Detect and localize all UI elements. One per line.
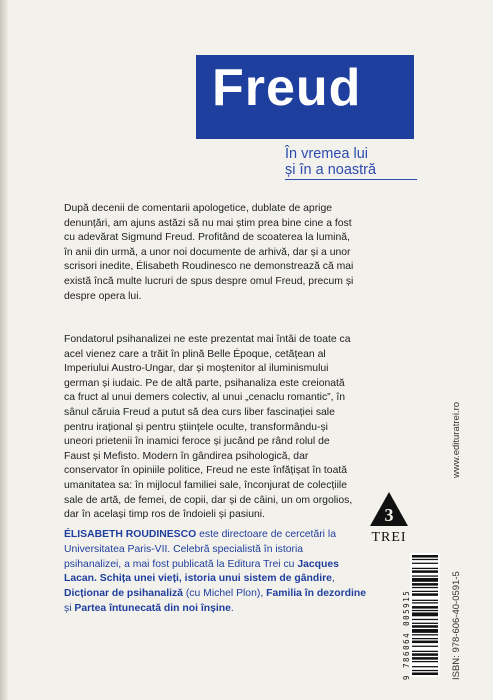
bio-text: , (331, 573, 335, 585)
barcode-bar (412, 666, 438, 667)
bio-text: (cu Michel Plon), (182, 588, 267, 600)
bio-text: și (64, 602, 75, 614)
barcode-bar (412, 646, 438, 647)
text-line: despre opera lui. (64, 290, 142, 302)
author-name: ÉLISABETH ROUDINESCO (64, 529, 197, 540)
barcode-bar (412, 583, 438, 586)
text-line: sale de artă, de femei, de copii, dar și de câini, un om orgolios, (64, 494, 353, 506)
book-reference: Familia în dezordine (266, 588, 366, 600)
barcode-bar (412, 578, 438, 582)
barcode-bar (412, 606, 438, 609)
barcode-bar (412, 657, 438, 660)
barcode-bar (412, 587, 438, 588)
text-line: uneori prietenii în inamici feroce și jucând pe rând rolul de (64, 436, 330, 448)
book-reference: Jacques (297, 558, 339, 570)
text-line: există încă multe lucruri de spus despre omul Freud, precum și (64, 275, 354, 287)
isbn-label: ISBN: 978-606-40-0591-5 (451, 571, 462, 680)
text-line: în anii din urmă, a unor noi documente de arhivă, dar și a unor (64, 246, 351, 258)
text-line: pentru irațional și pentru științele oculte, transformându-și (64, 421, 328, 433)
barcode-bar (412, 568, 438, 569)
text-line: sânul căruia Freud a putut să dea curs liber fascinației sale (64, 406, 335, 418)
isbn-barcode (410, 553, 440, 677)
publisher-name: TREI (371, 530, 407, 545)
barcode-bar (412, 600, 438, 601)
text-line: După decenii de comentarii apologetice, dublate de aprige (64, 203, 333, 214)
description-paragraph-1 (64, 202, 438, 304)
text-line: Faust și Mefisto. Modern în gândirea psihologică, dar (64, 450, 309, 462)
book-title: Freud (212, 59, 362, 117)
barcode-bar (412, 625, 438, 628)
book-subtitle (285, 146, 376, 178)
text-line: dar în același timp ros de îndoieli și pasiuni. (64, 509, 265, 521)
text-line: ca fruct al unui demers colectiv, al unui „cenaclu romantic”, în (64, 392, 346, 404)
text-line: scrisori inedite, Élisabeth Roudinesco ne demonstrează că mai (64, 261, 354, 273)
subtitle-line-2: și în a noastră (285, 162, 377, 178)
barcode-bar (412, 602, 438, 603)
barcode-bar (412, 634, 438, 635)
bio-text: psihanalizei, a mai fost publicată la Editura Trei cu (64, 558, 298, 570)
barcode-bar (412, 610, 438, 611)
barcode-bar (412, 672, 438, 675)
bio-text: este directoare de cercetări la (196, 529, 336, 540)
barcode-bar (412, 653, 438, 656)
barcode-digits: 9 786064 005915 (402, 589, 411, 680)
book-reference: Lacan. Schița unei vieți, istoria unui sistem de gândire (64, 573, 332, 585)
barcode-bar (412, 638, 438, 639)
text-line: german și iudaic. Pe de altă parte, psihanaliza este creionată (64, 377, 345, 389)
bio-text: . (230, 602, 234, 614)
barcode-bar (412, 563, 438, 564)
barcode-bar (412, 612, 438, 616)
barcode-bar (412, 619, 438, 620)
publisher-website: www.edituratrei.ro (451, 401, 462, 478)
bio-text: Universitatea Paris-VII. Celebră specialistă în istoria (64, 543, 304, 555)
subtitle-underline (285, 179, 417, 180)
text-line: conservator în opiniile politice, Freud ne este înfățișat în toată (64, 465, 348, 477)
barcode-bar (412, 559, 438, 560)
book-reference: Partea întunecată din noi înșine (74, 602, 231, 614)
barcode-bar (412, 629, 438, 633)
barcode-bar (412, 593, 438, 596)
barcode-bar (412, 623, 438, 624)
logo-number: 3 (384, 505, 394, 525)
barcode-bar (412, 591, 438, 592)
barcode-bar (412, 570, 438, 573)
subtitle-line-1: În vremea lui (285, 146, 369, 162)
barcode-bar (412, 651, 438, 652)
text-line: acel vienez care a trăit în plină Belle Époque, cetățean al (64, 348, 326, 360)
text-line: cu adevărat Sigmund Freud. Profitând de scoaterea la lumină, (64, 232, 350, 244)
text-line: umanitatea sa: în mijlocul familiei sale, înconjurat de colecțiile (64, 479, 347, 491)
barcode-bar (412, 641, 438, 644)
text-line: denunțări, am ajuns astăzi să nu mai știm prea bine cine a fost (64, 217, 352, 229)
barcode-bar (412, 661, 438, 662)
book-reference: Dicționar de psihanaliză (64, 588, 183, 600)
barcode-bar (412, 575, 438, 576)
barcode-bar (412, 555, 438, 558)
spine-edge (0, 0, 8, 700)
barcode-bar (412, 670, 438, 671)
text-line: Imperiului Austro-Ungar, dar și moștenitor al iluminismului (64, 363, 329, 375)
text-line: Fondatorul psihanalizei ne este prezentat mai întâi de toate ca (64, 334, 351, 345)
